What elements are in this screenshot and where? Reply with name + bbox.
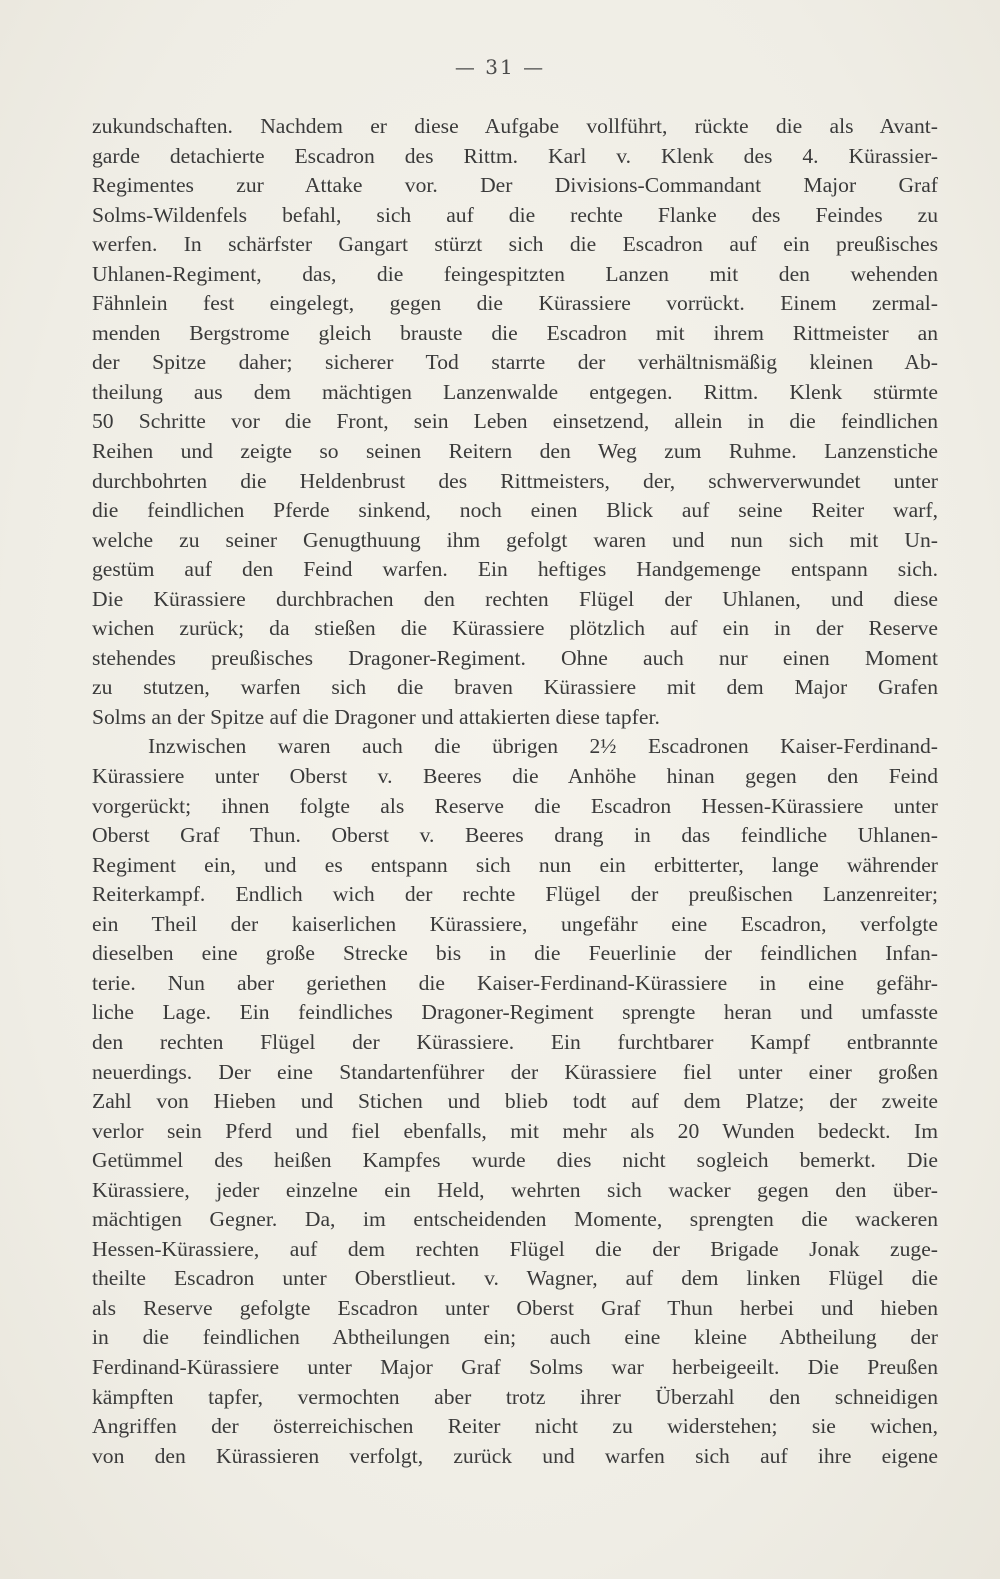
- text-line: dieselben eine große Strecke bis in die Feuerlinie der feindlichen Infan-: [92, 941, 938, 966]
- text-line: Oberst Graf Thun. Oberst v. Beeres drang in das feindliche Uhlanen-: [92, 823, 938, 848]
- text-line: der Spitze daher; sicherer Tod starrte der verhältnismäßig kleinen Ab-: [92, 350, 938, 375]
- text-line: welche zu seiner Genugthuung ihm gefolgt waren und nun sich mit Un-: [92, 527, 938, 552]
- text-line: kämpften tapfer, vermochten aber trotz ihrer Überzahl den schneidigen: [92, 1384, 938, 1409]
- text-line: Hessen-Kürassiere, auf dem rechten Flügel die der Brigade Jonak zuge-: [92, 1236, 938, 1261]
- text-line: Reiterkampf. Endlich wich der rechte Flügel der preußischen Lanzenreiter;: [92, 882, 938, 907]
- text-line: Angriffen der österreichischen Reiter nicht zu widerstehen; sie wichen,: [92, 1414, 938, 1439]
- text-line: menden Bergstrome gleich brauste die Escadron mit ihrem Rittmeister an: [92, 320, 938, 345]
- text-line: stehendes preußisches Dragoner-Regiment. Ohne auch nur einen Moment: [92, 645, 938, 670]
- page-number: — 31 —: [454, 55, 546, 79]
- text-line: ein Theil der kaiserlichen Kürassiere, ungefähr eine Escadron, verfolgte: [92, 911, 938, 936]
- text-line: gestüm auf den Feind warfen. Ein heftiges Handgemenge entspann sich.: [92, 557, 938, 582]
- text-line: den rechten Flügel der Kürassiere. Ein furchtbarer Kampf entbrannte: [92, 1029, 938, 1054]
- text-line: terie. Nun aber geriethen die Kaiser-Ferdinand-Kürassiere in eine gefähr-: [92, 970, 938, 995]
- text-line: zu stutzen, warfen sich die braven Kürassiere mit dem Major Grafen: [92, 675, 938, 700]
- text-line: liche Lage. Ein feindliches Dragoner-Regiment sprengte heran und umfasste: [92, 1000, 938, 1025]
- text-line: Zahl von Hieben und Stichen und blieb todt auf dem Platze; der zweite: [92, 1089, 938, 1114]
- text-line: Solms an der Spitze auf die Dragoner und attakierten diese tapfer.: [92, 704, 660, 729]
- text-line: vorgerückt; ihnen folgte als Reserve die Escadron Hessen-Kürassiere unter: [92, 793, 938, 818]
- text-line: neuerdings. Der eine Standartenführer der Kürassiere fiel unter einer großen: [92, 1059, 938, 1084]
- text-line: Ferdinand-Kürassiere unter Major Graf Solms war herbeigeeilt. Die Preußen: [92, 1354, 938, 1379]
- text-line: wichen zurück; da stießen die Kürassiere plötzlich auf ein in der Reserve: [92, 616, 938, 641]
- text-line: Regiment ein, und es entspann sich nun ein erbitterter, lange währender: [92, 852, 938, 877]
- text-line: garde detachierte Escadron des Rittm. Karl v. Klenk des 4. Kürassier-: [92, 143, 938, 168]
- text-line: theilte Escadron unter Oberstlieut. v. Wagner, auf dem linken Flügel die: [92, 1266, 938, 1291]
- body-text: [92, 112, 938, 1471]
- text-line: Inzwischen waren auch die übrigen 2½ Escadronen Kaiser-Ferdinand-: [148, 734, 938, 759]
- text-line: Kürassiere unter Oberst v. Beeres die Anhöhe hinan gegen den Feind: [92, 764, 938, 789]
- text-line: verlor sein Pferd und fiel ebenfalls, mit mehr als 20 Wunden bedeckt. Im: [92, 1118, 938, 1143]
- text-line: von den Kürassieren verfolgt, zurück und warfen sich auf ihre eigene: [92, 1443, 938, 1468]
- text-line: Getümmel des heißen Kampfes wurde dies nicht sogleich bemerkt. Die: [92, 1148, 938, 1173]
- text-line: Die Kürassiere durchbrachen den rechten Flügel der Uhlanen, und diese: [92, 586, 938, 611]
- text-line: mächtigen Gegner. Da, im entscheidenden Momente, sprengten die wackeren: [92, 1207, 938, 1232]
- text-line: die feindlichen Pferde sinkend, noch einen Blick auf seine Reiter warf,: [92, 498, 938, 523]
- text-line: Kürassiere, jeder einzelne ein Held, wehrten sich wacker gegen den über-: [92, 1177, 938, 1202]
- text-line: Solms-Wildenfels befahl, sich auf die rechte Flanke des Feindes zu: [92, 202, 938, 227]
- text-line: zukundschaften. Nachdem er diese Aufgabe vollführt, rückte die als Avant-: [92, 114, 938, 138]
- text-line: durchbohrten die Heldenbrust des Rittmeisters, der, schwerverwundet unter: [92, 468, 938, 493]
- text-line: Reihen und zeigte so seinen Reitern den Weg zum Ruhme. Lanzenstiche: [92, 439, 938, 464]
- text-line: als Reserve gefolgte Escadron unter Oberst Graf Thun herbei und hieben: [92, 1295, 938, 1320]
- text-line: in die feindlichen Abtheilungen ein; auch eine kleine Abtheilung der: [92, 1325, 938, 1350]
- text-line: theilung aus dem mächtigen Lanzenwalde entgegen. Rittm. Klenk stürmte: [92, 379, 938, 404]
- text-line: Fähnlein fest eingelegt, gegen die Kürassiere vorrückt. Einem zermal-: [92, 291, 938, 316]
- text-line: werfen. In schärfster Gangart stürzt sich die Escadron auf ein preußisches: [92, 232, 938, 257]
- text-line: 50 Schritte vor die Front, sein Leben einsetzend, allein in die feindlichen: [92, 409, 938, 434]
- text-line: Uhlanen-Regiment, das, die feingespitzten Lanzen mit den wehenden: [92, 261, 938, 286]
- text-line: Regimentes zur Attake vor. Der Divisions-Commandant Major Graf: [92, 173, 938, 198]
